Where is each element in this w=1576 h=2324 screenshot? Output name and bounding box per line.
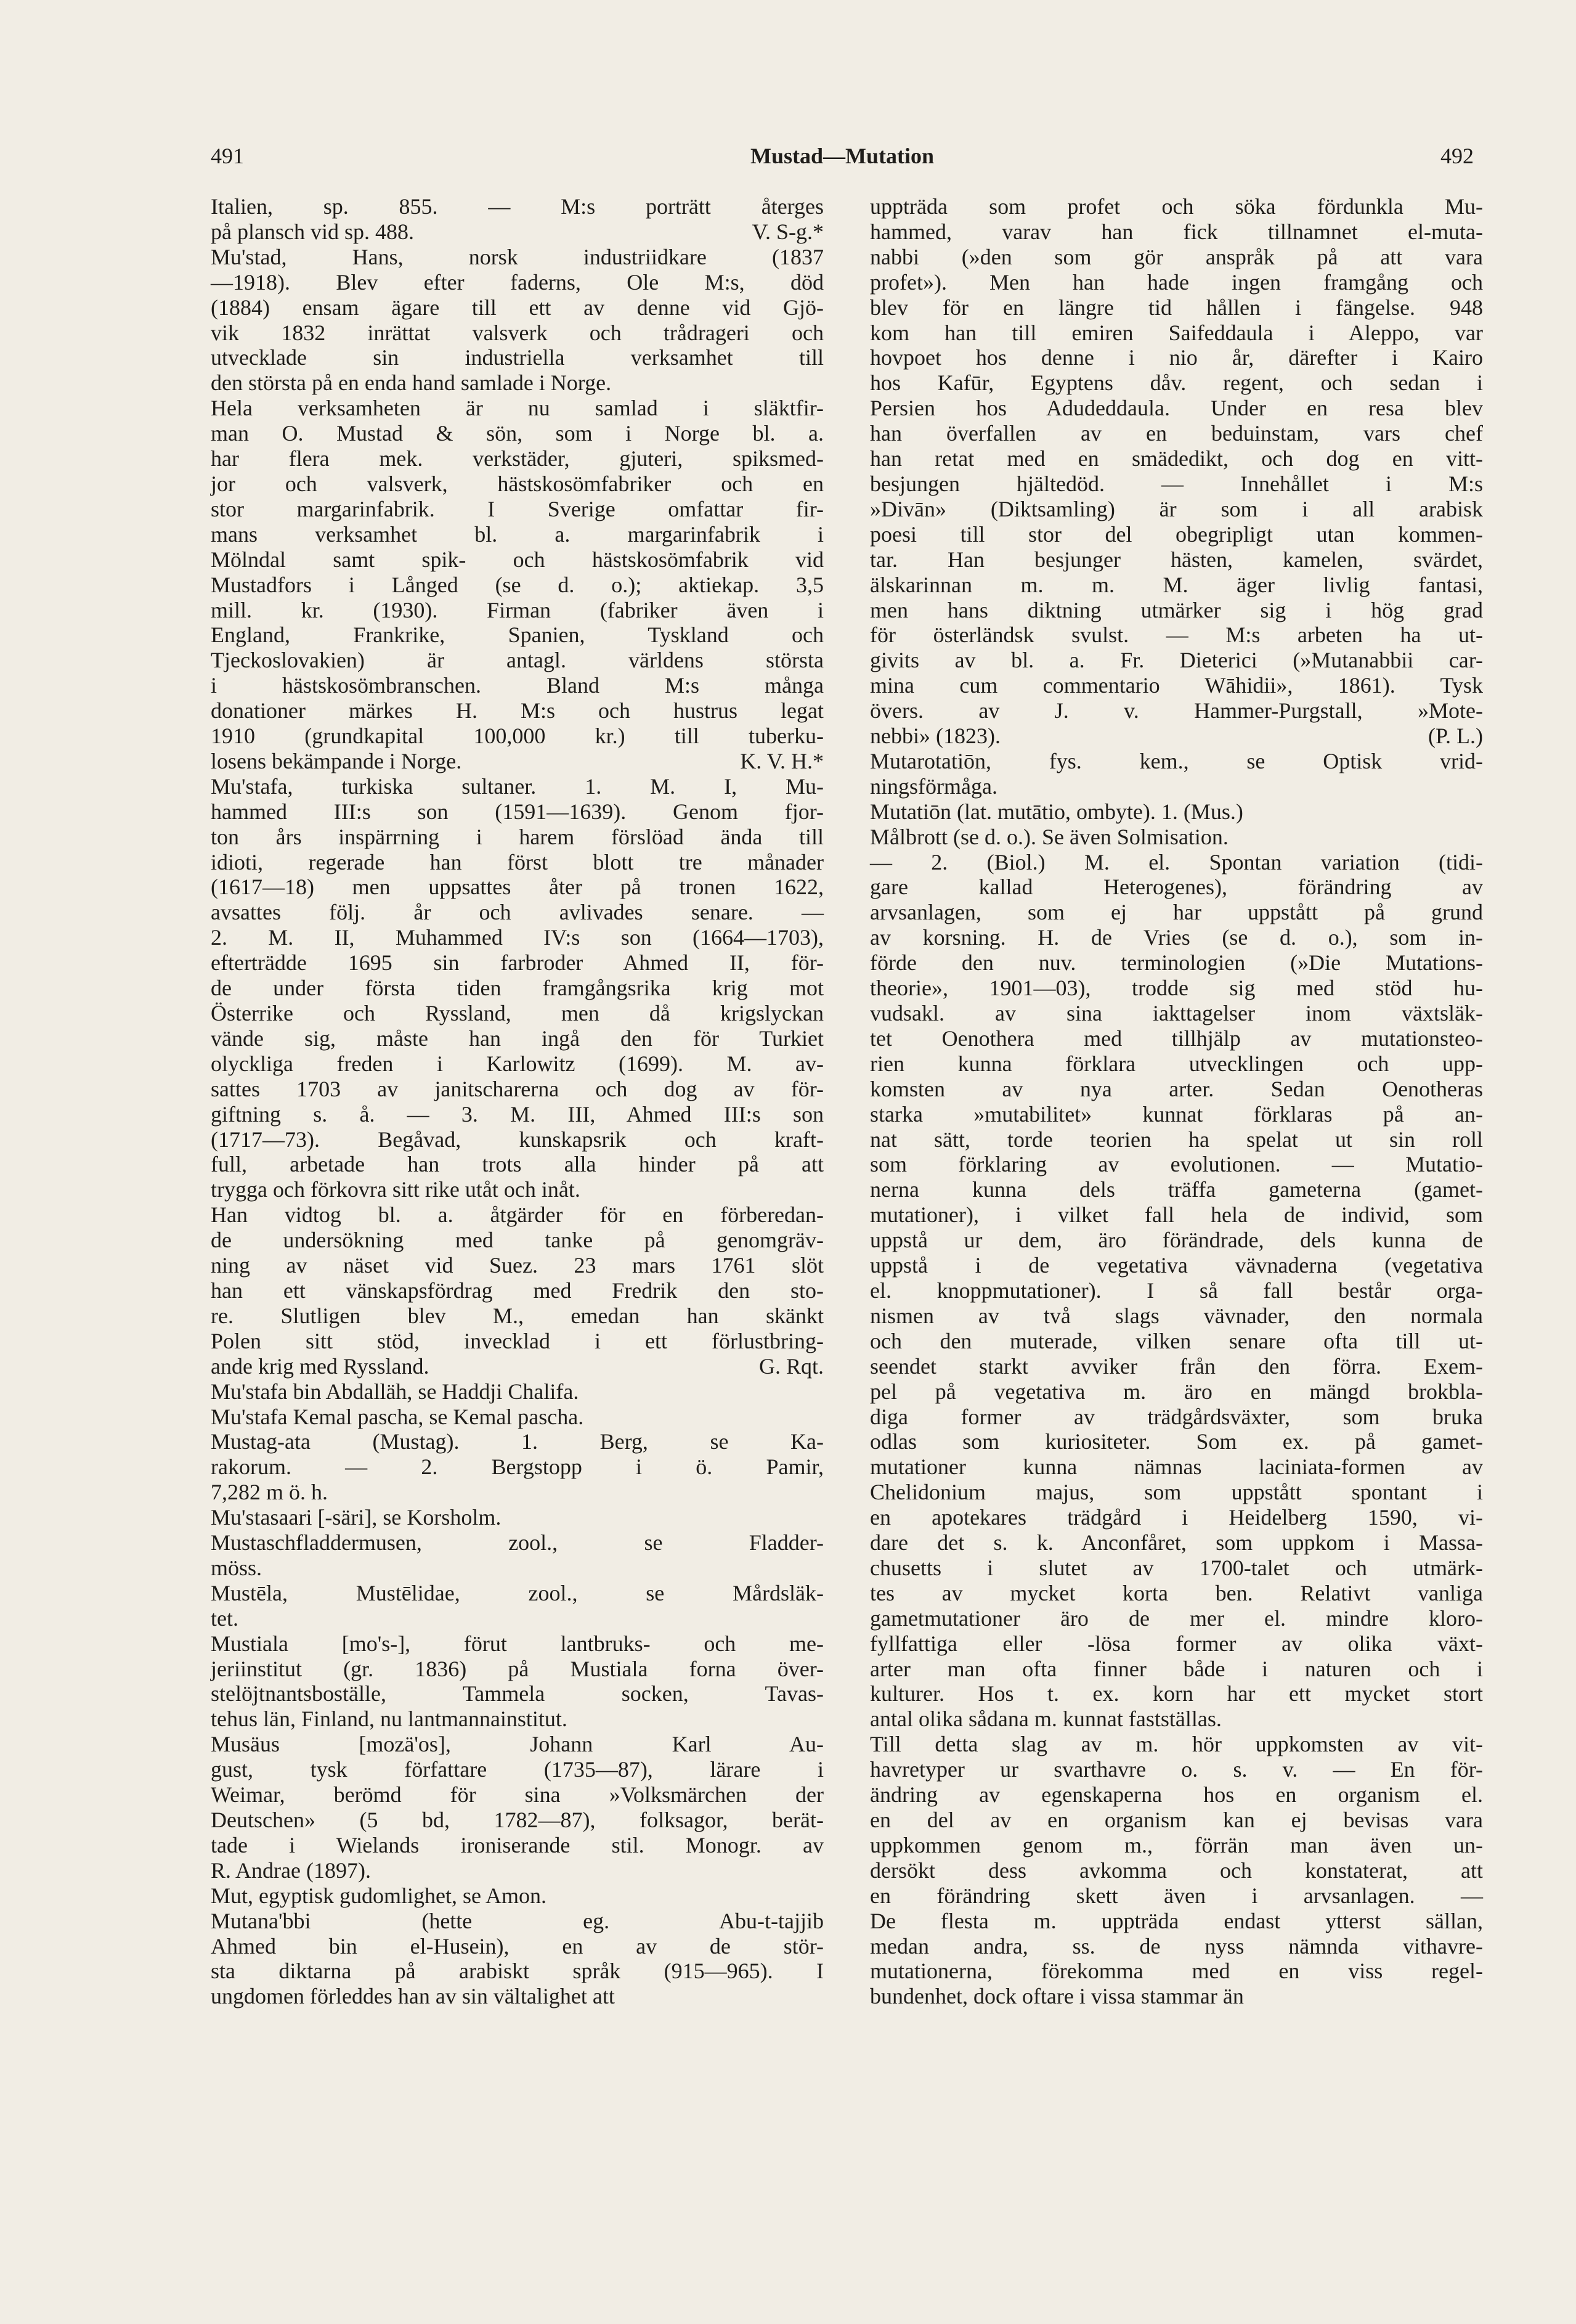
text-line: har flera mek. verkstäder, gjuteri, spiksmed- xyxy=(211,446,824,471)
text-line: arter man ofta finner både i naturen och i xyxy=(870,1656,1483,1681)
text-line: Hela verksamheten är nu samlad i släktfir- xyxy=(211,396,824,421)
text-line: tade i Wielands ironiserande stil. Monogr. av xyxy=(211,1832,824,1857)
text-line: i hästskosömbranschen. Bland M:s många xyxy=(211,673,824,698)
text-line: idioti, regerade han först blott tre månader xyxy=(211,849,824,875)
text-line: man O. Mustad & sön, som i Norge bl. a. xyxy=(211,421,824,446)
text-line: utvecklade sin industriella verksamhet till xyxy=(211,345,824,370)
text-line: ändring av egenskaperna hos en organism el. xyxy=(870,1782,1483,1808)
text-line: Deutschen» (5 bd, 1782—87), folksagor, berät- xyxy=(211,1808,824,1832)
text-line: tet Oenothera med tillhjälp av mutationsteo- xyxy=(870,1025,1483,1051)
text-line: älskarinnan m. m. M. äger livlig fantasi, xyxy=(870,572,1483,597)
text-line: ton års inspärrning i harem förslöad ända till xyxy=(211,824,824,849)
text-line: seendet starkt avviker från den förra. Exem- xyxy=(870,1353,1483,1379)
text-line: givits av bl. a. Fr. Dieterici (»Mutanabbii car- xyxy=(870,648,1483,673)
running-title: Mustad—Mutation xyxy=(750,144,935,168)
text-line: för österländsk svulst. — M:s arbeten ha ut- xyxy=(870,622,1483,648)
text-line: Ahmed bin el-Husein), en av de stör- xyxy=(211,1933,824,1959)
right-page-number: 492 xyxy=(1440,144,1474,168)
text-line: 1910 (grundkapital 100,000 kr.) till tuberku- xyxy=(211,724,824,749)
text-line: nabbi (»den som gör anspråk på att vara xyxy=(870,244,1483,269)
text-line: profet»). Men han hade ingen framgång och xyxy=(870,269,1483,295)
text-line: mutationer kunna nämnas laciniata-formen av xyxy=(870,1454,1483,1480)
text-line: Mut, egyptisk gudomlighet, se Amon. xyxy=(211,1883,546,1908)
text-line: R. Andrae (1897). xyxy=(211,1857,371,1883)
text-line: bundenhet, dock oftare i vissa stammar än xyxy=(870,1984,1244,2009)
text-line: de undersökning med tanke på genomgräv- xyxy=(211,1228,824,1253)
text-line: uppkommen genom m., förrän man även un- xyxy=(870,1832,1483,1857)
text-line: starka »mutabilitet» kunnat förklaras på an- xyxy=(870,1101,1483,1127)
text-line: sattes 1703 av janitscharerna och dog av för- xyxy=(211,1076,824,1101)
text-line: han överfallen av en beduinstam, vars chef xyxy=(870,421,1483,446)
text-line: el. knoppmutationer). I så fall består orga- xyxy=(870,1278,1483,1303)
text-line: England, Frankrike, Spanien, Tyskland och xyxy=(211,622,824,648)
text-line: dersökt dess avkomma och konstaterat, att xyxy=(870,1857,1483,1883)
text-line: giftning s. å. — 3. M. III, Ahmed III:s son xyxy=(211,1101,824,1127)
text-line: möss. xyxy=(211,1555,262,1580)
text-line: Persien hos Adudeddaula. Under en resa blev xyxy=(870,396,1483,421)
text-line: De flesta m. uppträda endast ytterst sällan, xyxy=(870,1908,1483,1933)
text-line: havretyper ur svarthavre o. s. v. — En för- xyxy=(870,1757,1483,1782)
text-line: — 2. (Biol.) M. el. Spontan variation (tidi- xyxy=(870,849,1483,875)
text-line: fyllfattiga eller -lösa former av olika växt- xyxy=(870,1631,1483,1656)
text-line: Chelidonium majus, som uppstått spontant i xyxy=(870,1480,1483,1505)
text-line: Målbrott (se d. o.). Se även Solmisation. xyxy=(870,824,1229,849)
text-line: komsten av nya arter. Sedan Oenotheras xyxy=(870,1076,1483,1101)
text-line: en förändring skett även i arvsanlagen. — xyxy=(870,1883,1483,1908)
text-line: nebbi» (1823). (P. L.) xyxy=(870,724,1483,749)
text-line: en del av en organism kan ej bevisas vara xyxy=(870,1808,1483,1832)
text-line: arvsanlagen, som ej har uppstått på grund xyxy=(870,900,1483,925)
text-line: (1884) ensam ägare till ett av denne vid Gjö- xyxy=(211,295,824,320)
text-line: Till detta slag av m. hör uppkomsten av vit- xyxy=(870,1732,1483,1757)
text-line: uppstå i de vegetativa vävnaderna (vegetativa xyxy=(870,1253,1483,1278)
text-line: efterträdde 1695 sin farbroder Ahmed II, för- xyxy=(211,950,824,976)
text-line: Mustēla, Mustēlidae, zool., se Mårdsläk- xyxy=(211,1580,824,1605)
text-line: Mu'stasaari [-säri], se Korsholm. xyxy=(211,1505,502,1530)
text-line: Mölndal samt spik- och hästskosömfabrik vid xyxy=(211,547,824,572)
text-line: donationer märkes H. M:s och hustrus legat xyxy=(211,698,824,724)
text-line: Mutana'bbi (hette eg. Abu-t-tajjib xyxy=(211,1908,824,1933)
text-line: Han vidtog bl. a. åtgärder för en förberedan- xyxy=(211,1202,824,1228)
text-line: (1617—18) men uppsattes åter på tronen 1622, xyxy=(211,875,824,900)
text-line: han ett vänskapsfördrag med Fredrik den sto- xyxy=(211,1278,824,1303)
text-line: ning av näset vid Suez. 23 mars 1761 slöt xyxy=(211,1253,824,1278)
text-line: (1717—73). Begåvad, kunskapsrik och kraft- xyxy=(211,1127,824,1152)
text-line: uppstå ur dem, äro förändrade, dels kunna de xyxy=(870,1228,1483,1253)
text-line: Mustiala [mo's-], förut lantbruks- och me- xyxy=(211,1631,824,1656)
text-line: hos Kafūr, Egyptens dåv. regent, och sedan i xyxy=(870,370,1483,396)
text-line: diga former av trädgårdsväxter, som bruka xyxy=(870,1404,1483,1429)
right-column xyxy=(870,194,1483,2009)
text-line: uppträda som profet och söka fördunkla Mu- xyxy=(870,194,1483,219)
text-line: besjungen hjältedöd. — Innehållet i M:s xyxy=(870,471,1483,496)
text-line: —1918). Blev efter faderns, Ole M:s, död xyxy=(211,269,824,295)
text-line: av korsning. H. de Vries (se d. o.), som in- xyxy=(870,925,1483,950)
text-line: gust, tysk författare (1735—87), lärare i xyxy=(211,1757,824,1782)
text-line: jor och valsverk, hästskosömfabriker och en xyxy=(211,471,824,496)
text-line: re. Slutligen blev M., emedan han skänkt xyxy=(211,1303,824,1328)
text-line: olyckliga freden i Karlowitz (1699). M. av- xyxy=(211,1051,824,1076)
text-line: hammed III:s son (1591—1639). Genom fjor- xyxy=(211,799,824,824)
text-line: hammed, varav han fick tillnamnet el-muta- xyxy=(870,219,1483,244)
text-line: de under första tiden framgångsrika krig mot xyxy=(211,976,824,1001)
text-line: mutationer), i vilket fall hela de individ, som xyxy=(870,1202,1483,1228)
text-line: rakorum. — 2. Bergstopp i ö. Pamir, xyxy=(211,1454,824,1480)
text-line: chusetts i slutet av 1700-talet och utmärk- xyxy=(870,1555,1483,1580)
text-line: Österrike och Ryssland, men då krigslyckan xyxy=(211,1001,824,1025)
text-line: ungdomen förleddes han av sin vältalighet att xyxy=(211,1984,615,2009)
text-line: stelöjtnantsboställe, Tammela socken, Tavas- xyxy=(211,1681,824,1706)
text-line: förde den nuv. terminologien (»Die Mutations- xyxy=(870,950,1483,976)
text-line: nismen av två slags vävnader, den normala xyxy=(870,1303,1483,1328)
text-line: tehus län, Finland, nu lantmannainstitut. xyxy=(211,1706,567,1732)
text-line: »Divān» (Diktsamling) är som i all arabisk xyxy=(870,496,1483,521)
text-line: mina cum commentario Wāhidii», 1861). Tysk xyxy=(870,673,1483,698)
text-line: Musäus [mozä'os], Johann Karl Au- xyxy=(211,1732,824,1757)
text-line: avsattes följ. år och avlivades senare. — xyxy=(211,900,824,925)
text-line: poesi till stor del obegripligt utan kommen- xyxy=(870,521,1483,547)
text-line: tar. Han besjunger hästen, kamelen, svärdet, xyxy=(870,547,1483,572)
text-line: på plansch vid sp. 488. V. S-g.* xyxy=(211,219,824,244)
text-line: Mutarotatiōn, fys. kem., se Optisk vrid- xyxy=(870,748,1483,773)
text-line: hovpoet hos denne i nio år, därefter i Kairo xyxy=(870,345,1483,370)
text-line: en apotekares trädgård i Heidelberg 1590, vi- xyxy=(870,1505,1483,1530)
text-line: Italien, sp. 855. — M:s porträtt återges xyxy=(211,194,824,219)
text-line: Mustag-ata (Mustag). 1. Berg, se Ka- xyxy=(211,1429,824,1454)
text-line: jeriinstitut (gr. 1836) på Mustiala forna över- xyxy=(211,1656,824,1681)
text-line: theorie», 1901—03), trodde sig med stöd hu- xyxy=(870,976,1483,1001)
text-line: Tjeckoslovakien) är antagl. världens största xyxy=(211,648,824,673)
text-line: sta diktarna på arabiskt språk (915—965). I xyxy=(211,1959,824,1984)
text-line: Mu'stafa, turkiska sultaner. 1. M. I, Mu- xyxy=(211,773,824,799)
text-line: losens bekämpande i Norge. K. V. H.* xyxy=(211,748,824,773)
text-line: 7,282 m ö. h. xyxy=(211,1480,328,1505)
text-line: vände sig, måste han ingå den för Turkiet xyxy=(211,1025,824,1051)
text-line: Mutatiōn (lat. mutātio, ombyte). 1. (Mus.) xyxy=(870,799,1243,824)
text-line: Polen sitt stöd, invecklad i ett förlustbring- xyxy=(211,1328,824,1353)
text-line: ande krig med Ryssland. G. Rqt. xyxy=(211,1353,824,1379)
text-line: full, arbetade han trots alla hinder på att xyxy=(211,1152,824,1177)
text-line: tet. xyxy=(211,1605,238,1631)
text-line: odlas som kuriositeter. Som ex. på gamet- xyxy=(870,1429,1483,1454)
text-line: antal olika sådana m. kunnat fastställas. xyxy=(870,1706,1222,1732)
text-line: dare det s. k. Anconfåret, som uppkom i Massa- xyxy=(870,1530,1483,1555)
text-line: Mu'stafa Kemal pascha, se Kemal pascha. xyxy=(211,1404,584,1429)
text-line: mans verksamhet bl. a. margarinfabrik i xyxy=(211,521,824,547)
text-line: kulturer. Hos t. ex. korn har ett mycket stort xyxy=(870,1681,1483,1706)
text-line: Weimar, berömd för sina »Volksmärchen der xyxy=(211,1782,824,1808)
text-line: Mustaschfladdermusen, zool., se Fladder- xyxy=(211,1530,824,1555)
text-line: gametmutationer äro de mer el. mindre kloro- xyxy=(870,1605,1483,1631)
left-page-number: 491 xyxy=(211,144,244,168)
text-line: han retat med en smädedikt, och dog en vitt- xyxy=(870,446,1483,471)
text-line: nerna kunna dels träffa gameterna (gamet- xyxy=(870,1177,1483,1202)
text-line: ningsförmåga. xyxy=(870,773,997,799)
text-line: vik 1832 inrättat valsverk och trådrageri och xyxy=(211,320,824,345)
text-line: mill. kr. (1930). Firman (fabriker även i xyxy=(211,597,824,622)
text-line: men hans diktning utmärker sig i hög grad xyxy=(870,597,1483,622)
left-column xyxy=(211,194,824,2009)
text-line: gare kallad Heterogenes), förändring av xyxy=(870,875,1483,900)
text-line: och den muterade, vilken senare ofta till ut- xyxy=(870,1328,1483,1353)
text-line: stor margarinfabrik. I Sverige omfattar fir- xyxy=(211,496,824,521)
text-line: Mu'stafa bin Abdalläh, se Haddji Chalifa. xyxy=(211,1379,579,1404)
text-line: tes av mycket korta ben. Relativt vanliga xyxy=(870,1580,1483,1605)
text-line: som förklaring av evolutionen. — Mutatio- xyxy=(870,1152,1483,1177)
text-line: mutationerna, förekomma med en viss regel- xyxy=(870,1959,1483,1984)
text-line: trygga och förkovra sitt rike utåt och inåt. xyxy=(211,1177,580,1202)
text-line: vudsakl. av sina iakttagelser inom växtsläk- xyxy=(870,1001,1483,1025)
text-line: 2. M. II, Muhammed IV:s son (1664—1703), xyxy=(211,925,824,950)
text-line: rien kunna förklara utvecklingen och upp- xyxy=(870,1051,1483,1076)
text-line: den största på en enda hand samlade i Norge. xyxy=(211,370,612,396)
text-line: medan andra, ss. de nyss nämnda vithavre- xyxy=(870,1933,1483,1959)
page-header xyxy=(211,143,1474,180)
text-line: kom han till emiren Saifeddaula i Aleppo, var xyxy=(870,320,1483,345)
text-line: övers. av J. v. Hammer-Purgstall, »Mote- xyxy=(870,698,1483,724)
text-line: nat sätt, torde teorien ha spelat ut sin roll xyxy=(870,1127,1483,1152)
text-line: Mu'stad, Hans, norsk industriidkare (1837 xyxy=(211,244,824,269)
text-line: blev för en längre tid hållen i fängelse. 948 xyxy=(870,295,1483,320)
text-line: Mustadfors i Långed (se d. o.); aktiekap. 3,5 xyxy=(211,572,824,597)
text-line: pel på vegetativa m. äro en mängd brokbla- xyxy=(870,1379,1483,1404)
